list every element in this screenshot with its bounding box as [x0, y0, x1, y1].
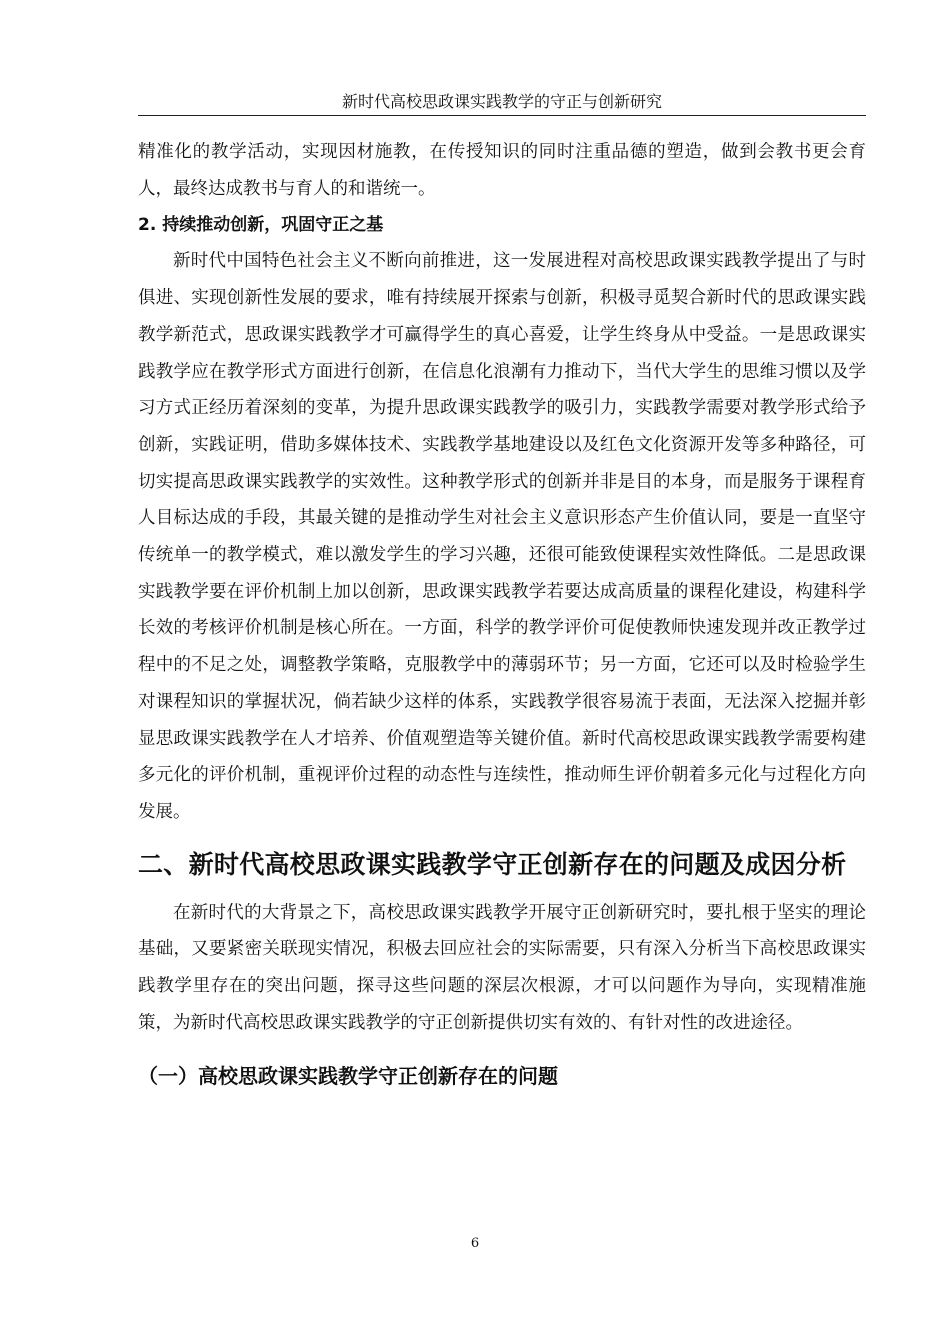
section-heading: 2. 持续推动创新，巩固守正之基	[138, 215, 384, 236]
page-number: 6	[470, 1236, 480, 1251]
chapter-heading: 二、新时代高校思政课实践教学守正创新存在的问题及成因分析	[138, 849, 847, 879]
header-divider	[138, 115, 866, 116]
subsection-heading: （一）高校思政课实践教学守正创新存在的问题	[138, 1064, 558, 1089]
chapter-intro-paragraph: 在新时代的大背景之下，高校思政课实践教学开展守正创新研究时，要扎根于坚实的理论基础，又要紧密关联现实情况，积极去回应社会的实际需要，只有深入分析当下高校思政课实践教学里存在的突出问题，探寻这些问题的深层次根源，才可以问题作为导向，实现精准施策，为新时代高校思政课实践教学的守正创新提供切实有效的、有针对性的改进途径。	[138, 902, 866, 1033]
page-body	[138, 134, 866, 1094]
continued-paragraph: 精准化的教学活动，实现因材施教，在传授知识的同时注重品德的塑造，做到会教书更会育人，最终达成教书与育人的和谐统一。	[138, 142, 866, 199]
running-header-title: 新时代高校思政课实践教学的守正与创新研究	[341, 92, 662, 111]
body-paragraph: 新时代中国特色社会主义不断向前推进，这一发展进程对高校思政课实践教学提出了与时俱进、实现创新性发展的要求，唯有持续展开探索与创新，积极寻觅契合新时代的思政课实践教学新范式，思政课实践教学才可赢得学生的真心喜爱，让学生终身从中受益。一是思政课实践教学应在教学形式方面进行创新，在信息化浪潮有力推动下，当代大学生的思维习惯以及学习方式正经历着深刻的变革，为提升思政课实践教学的吸引力，实践教学需要对教学形式给予创新，实践证明，借助多媒体技术、实践教学基地建设以及红色文化资源开发等多种路径，可切实提高思政课实践教学的实效性。这种教学形式的创新并非是目的本身，而是服务于课程育人目标达成的手段，其最关键的是推动学生对社会主义意识形态产生价值认同，要是一直坚守传统单一的教学模式，难以激发学生的学习兴趣，还很可能致使课程实效性降低。二是思政课实践教学要在评价机制上加以创新，思政课实践教学若要达成高质量的课程化建设，构建科学长效的考核评价机制是核心所在。一方面，科学的教学评价可促使教师快速发现并改正教学过程中的不足之处，调整教学策略，克服教学中的薄弱环节；另一方面，它还可以及时检验学生对课程知识的掌握状况，倘若缺少这样的体系，实践教学很容易流于表面，无法深入挖掘并彰显思政课实践教学在人才培养、价值观塑造等关键价值。新时代高校思政课实践教学需要构建多元化的评价机制，重视评价过程的动态性与连续性，推动师生评价朝着多元化与过程化方向发展。	[138, 251, 866, 822]
